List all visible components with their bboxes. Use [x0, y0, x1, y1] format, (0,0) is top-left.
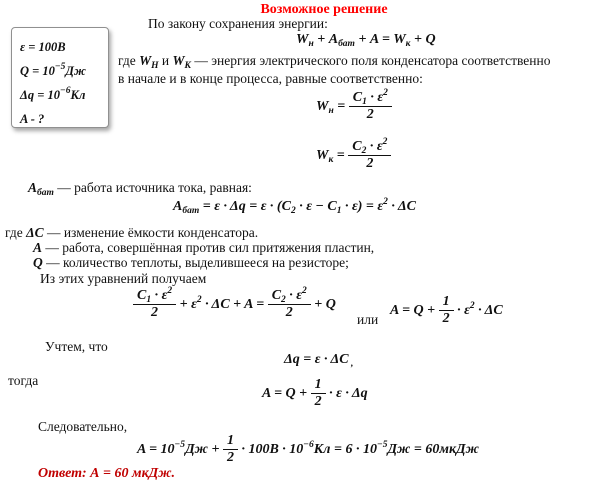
derive-caption: Из этих уравнений получаем: [40, 271, 207, 286]
where-w-text-line1: где $W_Н$ и $W_К$ — энергия электрического поля конденсатора соответственно: [118, 53, 551, 71]
given-unknown: A - ?: [20, 112, 45, 126]
battery-work-caption: $A_{бат}$ — работа источника тока, равная:: [28, 180, 252, 198]
or-label: или: [357, 312, 379, 327]
equation-w-initial: $W_н$ = $\frac{C_1 \cdot \varepsilon^2}{2}$: [316, 90, 392, 123]
note-caption: Учтем, что: [45, 339, 108, 354]
work-definition-text: A — работа, совершённая против сил притяжения пластин,: [33, 240, 375, 255]
equation-work-result: A = Q + $\frac{1}{2}$ · ε · Δq: [262, 377, 368, 410]
hence-caption: Следовательно,: [38, 419, 128, 434]
given-charge: $\Delta q = 10^{-6}Кл$: [20, 86, 86, 102]
heat-definition-text: Q — количество теплоты, выделившееся на резисторе;: [33, 255, 349, 270]
given-data-box: [11, 27, 109, 128]
equation-w-final: $W_к$ = $\frac{C_2 \cdot \varepsilon^2}{2}$: [316, 139, 391, 172]
equation-combined-left: $\frac{C_1 \cdot \varepsilon^2}{2}$ + $\varepsilon^2 \cdot \Delta C + A$ = $\frac{C_2 \cdot \varepsilon^2}{2}$ + Q: [133, 288, 336, 321]
equation-final-numeric: $A = 10^{-5}Дж$ + $\frac{1}{2}$ · $100В \cdot 10^{-6}Кл = 6 \cdot 10^{-5}Дж$ = 60мкДж: [137, 433, 479, 466]
equation-dq: Δq = ε · ΔC $_,$: [284, 352, 354, 369]
where-dc-text: где ΔC — изменение ёмкости конденсатора.: [5, 225, 259, 240]
where-w-text-line2: в начале и в конце процесса, равные соответственно:: [118, 71, 423, 86]
given-emf: ε = 100В: [20, 40, 66, 54]
intro-text: По закону сохранения энергии:: [148, 16, 328, 31]
given-heat: $Q = 10^{-5}Дж$: [20, 62, 86, 78]
answer-text: Ответ: А = 60 мкДж.: [38, 466, 176, 481]
then-caption: тогда: [8, 373, 39, 388]
equation-energy-conservation: $W_н + A_{бат} + A = W_к + Q$: [296, 32, 436, 49]
page-title: Возможное решение: [260, 2, 388, 17]
equation-battery-work: $A_{бат} = \varepsilon \cdot \Delta q = \varepsilon \cdot (C_2 \cdot \varepsilon - C_1 \cdot \varepsilon) = \varepsilon^2 \cdot \Delta C$: [173, 197, 416, 216]
equation-combined-right: A = Q + $\frac{1}{2}$ · $\varepsilon^2 \cdot \Delta C$: [390, 294, 503, 327]
